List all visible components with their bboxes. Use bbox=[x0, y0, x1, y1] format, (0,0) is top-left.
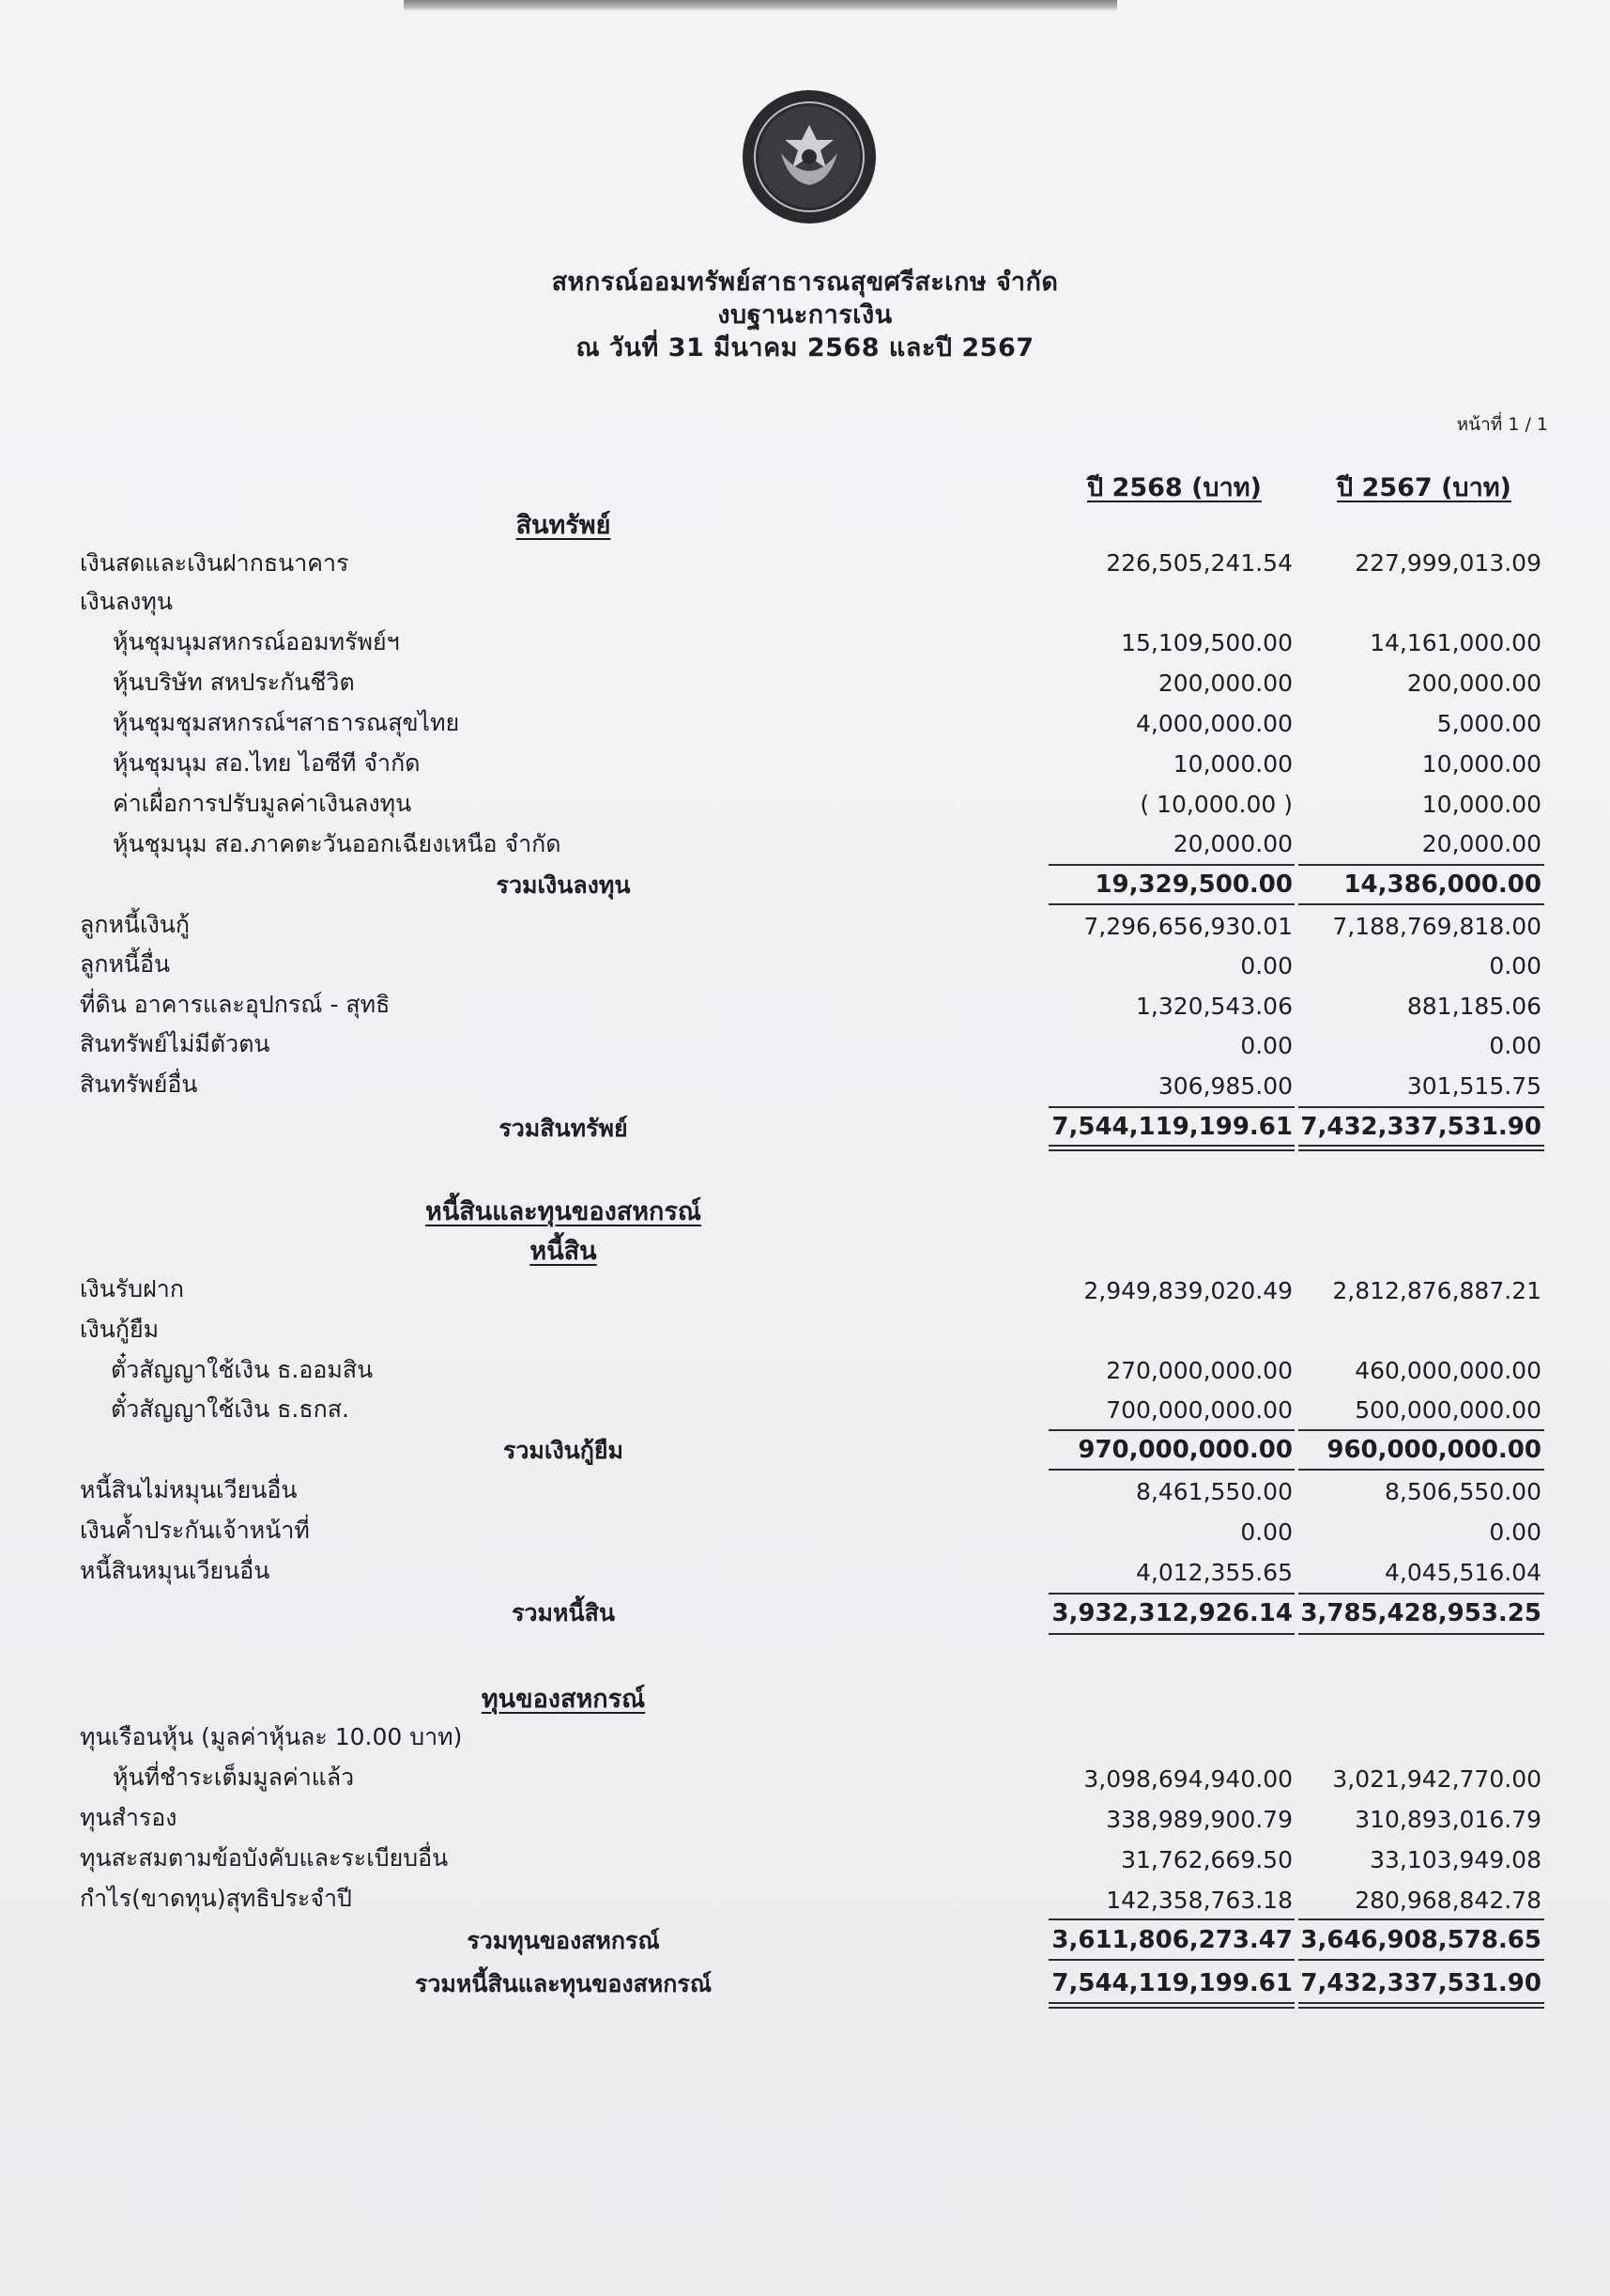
double-underline bbox=[1049, 1149, 1295, 1151]
value-2568: 0.00 bbox=[1240, 952, 1293, 979]
row-label: ทุนสะสมตามข้อบังคับและระเบียบอื่น bbox=[80, 1844, 449, 1872]
row-label: เงินรับฝาก bbox=[80, 1275, 184, 1302]
total-underline bbox=[1298, 1633, 1544, 1635]
row-label: เงินกู้ยืม bbox=[80, 1316, 160, 1343]
row-label: เงินลงทุน bbox=[80, 588, 173, 615]
row-label: ทุนเรือนหุ้น (มูลค่าหุ้นละ 10.00 บาท) bbox=[80, 1723, 463, 1750]
total-2567: 3,785,428,953.25 bbox=[1300, 1599, 1541, 1627]
double-underline bbox=[1298, 2002, 1544, 2004]
section-heading-liabilities: หนี้สิน bbox=[529, 1237, 597, 1266]
statement-date: ณ วันที่ 31 มีนาคม 2568 และปี 2567 bbox=[575, 333, 1035, 362]
value-2567: 20,000.00 bbox=[1421, 830, 1541, 857]
row-label: ตั๋วสัญญาใช้เงิน ธ.ธกส. bbox=[111, 1395, 349, 1423]
total-2568: 3,611,806,273.47 bbox=[1051, 1926, 1293, 1954]
subtotal-2568: 970,000,000.00 bbox=[1078, 1436, 1293, 1464]
total-rule bbox=[1049, 1593, 1295, 1595]
row-label: หุ้นชุมนุม สอ.ไทย ไอซีที จำกัด bbox=[113, 749, 421, 777]
section-heading-equity: ทุนของสหกรณ์ bbox=[481, 1685, 646, 1714]
value-2567: 460,000,000.00 bbox=[1355, 1357, 1541, 1384]
value-2567: 8,506,550.00 bbox=[1385, 1478, 1541, 1505]
value-2568: 31,762,669.50 bbox=[1121, 1846, 1293, 1873]
grand-total-label: รวมหนี้สินและทุนของสหกรณ์ bbox=[414, 1970, 713, 1997]
total-label: รวมหนี้สิน bbox=[512, 1599, 615, 1626]
page-number: หน้าที่ 1 / 1 bbox=[1456, 414, 1548, 435]
value-2568: 226,505,241.54 bbox=[1106, 549, 1293, 577]
value-2568: 338,989,900.79 bbox=[1106, 1806, 1293, 1833]
double-underline bbox=[1298, 1145, 1544, 1147]
subtotal-rule bbox=[1049, 864, 1295, 866]
value-2567: 200,000.00 bbox=[1406, 670, 1541, 697]
column-header-2568: ปี 2568 (บาท) bbox=[1087, 473, 1262, 502]
value-2567: 5,000.00 bbox=[1436, 710, 1541, 737]
value-2567: 7,188,769,818.00 bbox=[1332, 913, 1541, 940]
subtotal-rule bbox=[1298, 1959, 1544, 1961]
row-label: ลูกหนี้เงินกู้ bbox=[80, 911, 191, 938]
subtotal-2568: 19,329,500.00 bbox=[1095, 871, 1293, 899]
value-2567: 0.00 bbox=[1489, 1032, 1541, 1059]
value-2568: 10,000.00 bbox=[1173, 750, 1293, 778]
scan-shadow bbox=[404, 0, 1117, 11]
row-label: ที่ดิน อาคารและอุปกรณ์ - สุทธิ bbox=[80, 991, 391, 1018]
value-2568: 700,000,000.00 bbox=[1106, 1396, 1293, 1424]
row-label: ลูกหนี้อื่น bbox=[80, 950, 171, 978]
total-2568: 7,544,119,199.61 bbox=[1051, 1113, 1293, 1141]
subtotal-label: รวมเงินลงทุน bbox=[496, 871, 631, 899]
row-label: หุ้นชุมชุมสหกรณ์ฯสาธารณสุขไทย bbox=[113, 709, 460, 736]
value-2567: 500,000,000.00 bbox=[1355, 1396, 1541, 1424]
value-2568: 20,000.00 bbox=[1173, 830, 1293, 857]
grand-total-2568: 7,544,119,199.61 bbox=[1051, 1969, 1293, 1997]
value-2567: 2,812,876,887.21 bbox=[1332, 1277, 1541, 1304]
double-underline bbox=[1049, 1145, 1295, 1147]
total-label: รวมทุนของสหกรณ์ bbox=[467, 1927, 660, 1954]
total-2567: 3,646,908,578.65 bbox=[1300, 1926, 1541, 1954]
value-2568: 4,000,000.00 bbox=[1136, 710, 1293, 737]
subtotal-rule bbox=[1298, 1429, 1544, 1431]
row-label: เงินค้ำประกันเจ้าหน้าที่ bbox=[80, 1517, 310, 1544]
row-label: หุ้นชุมนุม สอ.ภาคตะวันออกเฉียงเหนือ จำกัด bbox=[113, 830, 561, 857]
subtotal-rule bbox=[1298, 903, 1544, 905]
value-2568: 1,320,543.06 bbox=[1136, 993, 1293, 1020]
column-header-2567: ปี 2567 (บาท) bbox=[1337, 473, 1511, 502]
row-label: หุ้นชุมนุมสหกรณ์ออมทรัพย์ฯ bbox=[113, 628, 400, 655]
value-2568: 3,098,694,940.00 bbox=[1083, 1765, 1293, 1793]
total-2568: 3,932,312,926.14 bbox=[1051, 1599, 1293, 1627]
subtotal-rule bbox=[1049, 1918, 1295, 1920]
double-underline bbox=[1298, 2007, 1544, 2009]
value-2567: 0.00 bbox=[1489, 1518, 1541, 1546]
total-rule bbox=[1298, 1593, 1544, 1595]
value-2568: 15,109,500.00 bbox=[1121, 629, 1293, 656]
value-2567: 280,968,842.78 bbox=[1355, 1887, 1541, 1914]
row-label: กำไร(ขาดทุน)สุทธิประจำปี bbox=[80, 1885, 352, 1912]
value-2568: ( 10,000.00 ) bbox=[1140, 791, 1293, 818]
value-2568: 4,012,355.65 bbox=[1136, 1559, 1293, 1586]
row-label: สินทรัพย์อื่น bbox=[80, 1071, 198, 1098]
statement-title: งบฐานะการเงิน bbox=[717, 300, 893, 330]
org-name: สหกรณ์ออมทรัพย์สาธารณสุขศรีสะเกษ จำกัด bbox=[551, 268, 1059, 297]
subtotal-rule bbox=[1049, 903, 1295, 905]
grand-total-2567: 7,432,337,531.90 bbox=[1300, 1969, 1541, 1997]
row-label: หุ้นบริษัท สหประกันชีวิต bbox=[113, 669, 355, 696]
value-2568: 8,461,550.00 bbox=[1136, 1478, 1293, 1505]
total-underline bbox=[1049, 1633, 1295, 1635]
subtotal-label: รวมเงินกู้ยืม bbox=[502, 1437, 624, 1464]
value-2567: 881,185.06 bbox=[1406, 993, 1541, 1020]
value-2567: 0.00 bbox=[1489, 952, 1541, 979]
total-rule bbox=[1298, 1106, 1544, 1108]
double-underline bbox=[1298, 1149, 1544, 1151]
double-underline bbox=[1049, 2007, 1295, 2009]
row-label: หนี้สินไม่หมุนเวียนอื่น bbox=[80, 1476, 298, 1503]
subtotal-rule bbox=[1049, 1429, 1295, 1431]
value-2567: 10,000.00 bbox=[1421, 791, 1541, 818]
row-label: ตั๋วสัญญาใช้เงิน ธ.ออมสิน bbox=[111, 1356, 374, 1383]
total-label: รวมสินทรัพย์ bbox=[498, 1115, 628, 1142]
value-2568: 142,358,763.18 bbox=[1106, 1887, 1293, 1914]
value-2568: 0.00 bbox=[1240, 1518, 1293, 1546]
row-label: หนี้สินหมุนเวียนอื่น bbox=[80, 1557, 270, 1584]
value-2568: 0.00 bbox=[1240, 1032, 1293, 1059]
total-rule bbox=[1049, 1106, 1295, 1108]
row-label: ค่าเผื่อการปรับมูลค่าเงินลงทุน bbox=[113, 790, 412, 817]
value-2568: 7,296,656,930.01 bbox=[1083, 913, 1293, 940]
double-underline bbox=[1049, 2002, 1295, 2004]
subtotal-rule bbox=[1298, 864, 1544, 866]
subtotal-rule bbox=[1049, 1959, 1295, 1961]
value-2567: 310,893,016.79 bbox=[1355, 1806, 1541, 1833]
subtotal-2567: 14,386,000.00 bbox=[1343, 871, 1541, 899]
value-2568: 200,000.00 bbox=[1158, 670, 1293, 697]
section-heading-liabilities-equity: หนี้สินและทุนของสหกรณ์ bbox=[425, 1197, 701, 1226]
row-label: สินทรัพย์ไม่มีตัวตน bbox=[80, 1030, 270, 1057]
row-label: หุ้นที่ชำระเต็มมูลค่าแล้ว bbox=[113, 1764, 355, 1791]
row-label: ทุนสำรอง bbox=[80, 1804, 177, 1831]
subtotal-rule bbox=[1049, 1469, 1295, 1471]
value-2567: 301,515.75 bbox=[1406, 1072, 1541, 1100]
value-2567: 3,021,942,770.00 bbox=[1332, 1765, 1541, 1793]
value-2567: 33,103,949.08 bbox=[1370, 1846, 1541, 1873]
value-2567: 227,999,013.09 bbox=[1355, 549, 1541, 577]
total-2567: 7,432,337,531.90 bbox=[1300, 1113, 1541, 1141]
value-2568: 2,949,839,020.49 bbox=[1083, 1277, 1293, 1304]
subtotal-rule bbox=[1298, 1469, 1544, 1471]
row-label: เงินสดและเงินฝากธนาคาร bbox=[80, 549, 349, 577]
value-2568: 270,000,000.00 bbox=[1106, 1357, 1293, 1384]
subtotal-rule bbox=[1298, 1918, 1544, 1920]
value-2568: 306,985.00 bbox=[1158, 1072, 1293, 1100]
section-heading-assets: สินทรัพย์ bbox=[515, 511, 611, 540]
value-2567: 14,161,000.00 bbox=[1370, 629, 1541, 656]
subtotal-2567: 960,000,000.00 bbox=[1326, 1436, 1541, 1464]
value-2567: 10,000.00 bbox=[1421, 750, 1541, 778]
value-2567: 4,045,516.04 bbox=[1385, 1559, 1541, 1586]
emblem-seal-icon bbox=[740, 87, 879, 226]
